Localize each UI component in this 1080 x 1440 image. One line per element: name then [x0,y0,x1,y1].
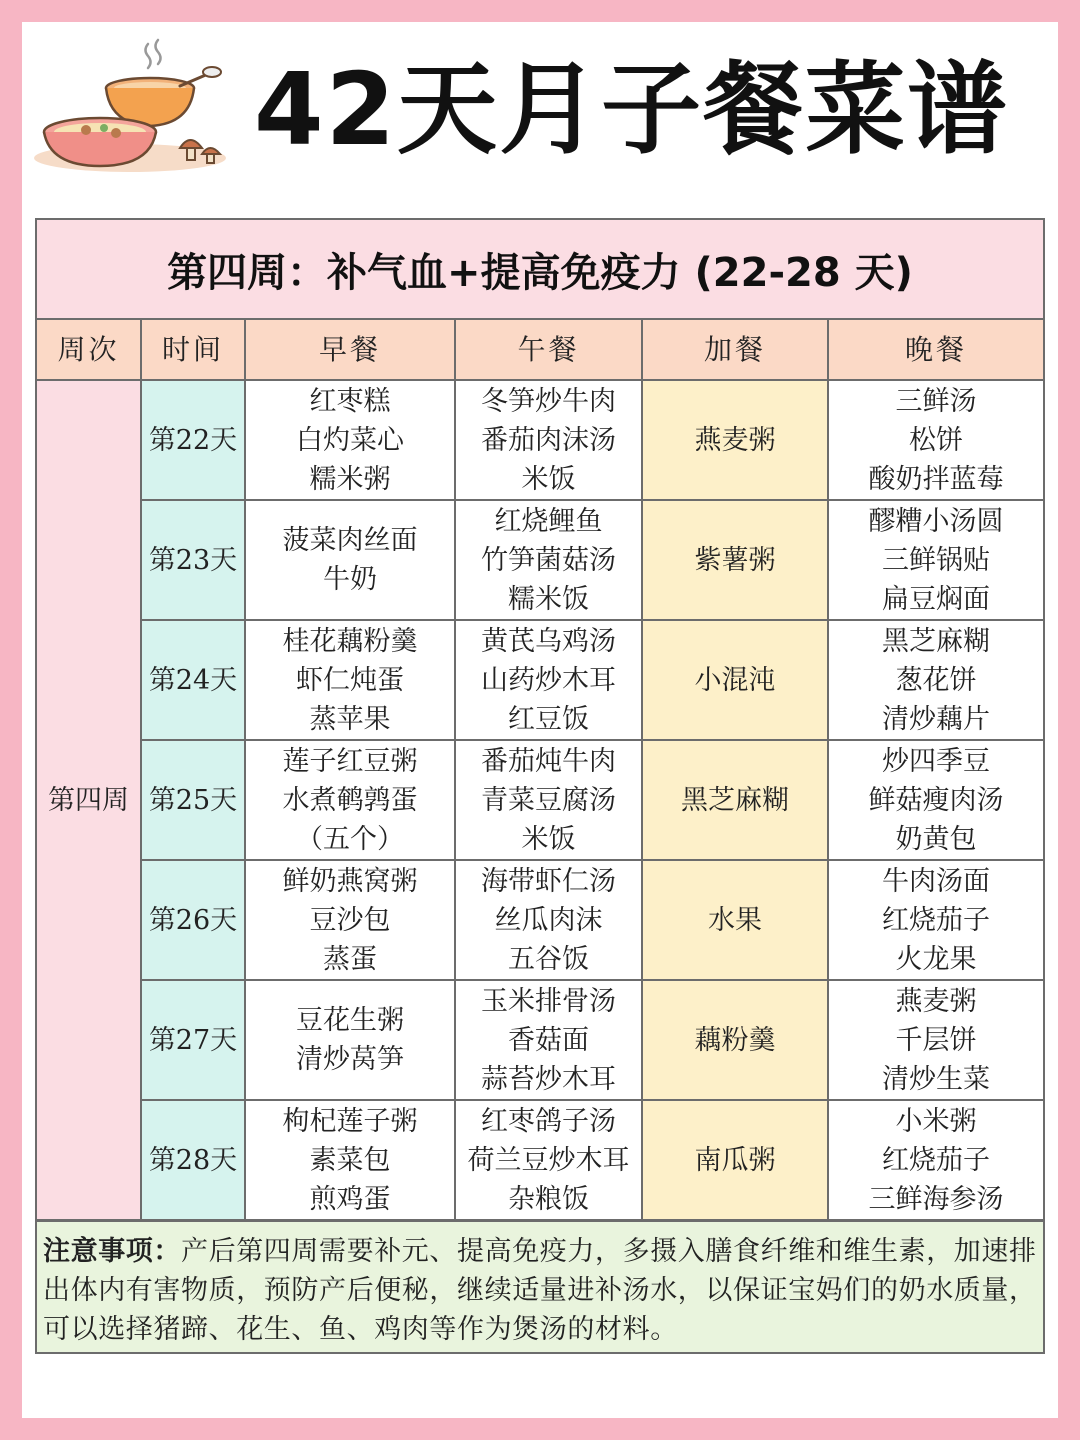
dish-item: 玉米排骨汤 [481,985,616,1017]
dish-item: 素菜包 [309,1144,391,1176]
dish-item: 青菜豆腐汤 [481,784,616,816]
dish-item: 山药炒木耳 [481,664,616,696]
table-row [37,980,1043,1100]
lunch-cell [455,980,642,1100]
notes-box [37,1220,1043,1352]
dish-item: 竹笋菌菇汤 [481,544,616,576]
header [22,22,1058,222]
dish-item: 海带虾仁汤 [481,865,616,897]
dish-item: 水果 [708,904,762,936]
week-label-cell: 第四周 [37,380,141,1220]
dish-item: 蒜苔炒木耳 [481,1063,616,1095]
dish-item: 米饭 [521,823,576,855]
header-lunch: 午餐 [455,320,642,380]
dish-item: 小米粥 [895,1105,977,1137]
snack-cell [642,380,828,500]
day-cell: 第24天 [141,620,245,740]
dish-item: 千层饼 [895,1024,977,1056]
day-cell: 第28天 [141,1100,245,1220]
snack-cell [642,1100,828,1220]
lunch-cell [455,740,642,860]
dish-item: 三鲜锅贴 [882,544,990,576]
dish-item: 三鲜海参汤 [868,1183,1004,1215]
dinner-cell [828,620,1043,740]
breakfast-cell [245,380,455,500]
dish-item: 莲子红豆粥 [282,745,418,777]
table-row [37,740,1043,860]
table-row [37,620,1043,740]
dish-item: 煎鸡蛋 [309,1183,391,1215]
dinner-cell [828,860,1043,980]
dinner-cell [828,980,1043,1100]
table-header-row [37,320,1043,380]
dish-item: 白灼菜心 [296,424,404,456]
dish-item: 燕麦粥 [895,985,977,1017]
notes-text: 产后第四周需要补元、提高免疫力，多摄入膳食纤维和维生素，加速排出体内有害物质，预防产后便秘，继续适量进补汤水，以保证宝妈们的奶水质量，可以选择猪蹄、花生、鱼、鸡肉等作为煲汤的材料。 [43,1236,1037,1345]
lunch-cell [455,1100,642,1220]
dish-item: 葱花饼 [895,664,977,696]
lunch-cell [455,860,642,980]
table-row [37,860,1043,980]
day-cell: 第26天 [141,860,245,980]
dish-item: 紫薯粥 [694,544,776,576]
breakfast-cell [245,620,455,740]
breakfast-cell [245,500,455,620]
dish-item: 蒸蛋 [323,943,377,975]
dish-item: （五个） [296,823,404,855]
dish-item: 清炒莴笋 [296,1044,404,1075]
dinner-cell [828,380,1043,500]
header-breakfast: 早餐 [245,320,455,380]
dish-item: 鲜奶燕窝粥 [282,865,418,897]
dinner-cell [828,1100,1043,1220]
dish-item: 清炒生菜 [882,1063,990,1095]
dish-item: 冬笋炒牛肉 [481,385,616,417]
table-row [37,380,1043,500]
dish-item: 水煮鹌鹑蛋 [282,784,418,816]
dish-item: 红烧茄子 [882,904,990,936]
dish-item: 蒸苹果 [309,703,391,735]
dish-item: 糯米粥 [309,463,391,495]
dish-item: 扁豆焖面 [882,583,990,615]
dinner-cell [828,740,1043,860]
breakfast-cell [245,1100,455,1220]
snack-cell [642,620,828,740]
dish-item: 红烧鲤鱼 [494,505,603,537]
notes-label: 注意事项： [43,1236,181,1267]
dish-item: 红烧茄子 [882,1144,990,1176]
breakfast-cell [245,860,455,980]
page-title: 42天月子餐菜谱 [254,51,1010,168]
day-cell: 第25天 [141,740,245,860]
dish-item: 荷兰豆炒木耳 [467,1144,630,1176]
dish-item: 小混沌 [694,664,776,696]
dish-item: 番茄炖牛肉 [481,745,616,777]
dish-item: 奶黄包 [895,823,977,855]
dish-item: 丝瓜肉沫 [494,904,603,936]
page [22,22,1058,1418]
dish-item: 酸奶拌蓝莓 [868,463,1004,495]
header-dinner: 晚餐 [828,320,1043,380]
table-row [37,500,1043,620]
dish-item: 豆花生粥 [296,1005,404,1036]
dish-item: 虾仁炖蛋 [296,664,404,696]
dinner-cell [828,500,1043,620]
dish-item: 牛肉汤面 [882,865,990,897]
soup-bowl-icon [30,36,230,176]
dish-item: 番茄肉沫汤 [481,424,616,456]
dish-item: 松饼 [909,424,963,456]
snack-cell [642,500,828,620]
dish-item: 南瓜粥 [694,1144,776,1176]
dish-item: 五谷饭 [508,943,589,975]
breakfast-cell [245,980,455,1100]
dish-item: 藕粉羹 [694,1024,776,1056]
dish-item: 燕麦粥 [694,424,776,456]
dish-item: 桂花藕粉羹 [282,625,418,657]
dish-item: 黑芝麻糊 [882,625,990,657]
dish-item: 红枣鸽子汤 [481,1105,616,1137]
day-cell: 第27天 [141,980,245,1100]
snack-cell [642,740,828,860]
snack-cell [642,980,828,1100]
menu-sheet [35,218,1045,1354]
day-cell: 第22天 [141,380,245,500]
dish-item: 豆沙包 [309,904,391,936]
dish-item: 杂粮饭 [508,1183,589,1215]
header-week: 周次 [37,320,141,380]
lunch-cell [455,500,642,620]
dish-item: 醪糟小汤圆 [868,505,1004,537]
dish-item: 火龙果 [895,943,977,975]
dish-item: 米饭 [521,463,576,495]
lunch-cell [455,380,642,500]
header-time: 时间 [141,320,245,380]
menu-table [37,320,1043,1221]
dish-item: 黄芪乌鸡汤 [481,625,616,657]
dish-item: 枸杞莲子粥 [282,1105,418,1137]
dish-item: 菠菜肉丝面 [282,525,418,556]
lunch-cell [455,620,642,740]
day-cell: 第23天 [141,500,245,620]
dish-item: 黑芝麻糊 [681,784,789,816]
week-banner: 第四周：补气血+提高免疫力 (22-28 天) [37,220,1043,320]
dish-item: 鲜菇瘦肉汤 [868,784,1004,816]
dish-item: 红豆饭 [508,703,589,735]
breakfast-cell [245,740,455,860]
dish-item: 糯米饭 [508,583,589,615]
dish-item: 炒四季豆 [882,745,990,777]
table-row [37,1100,1043,1220]
dish-item: 三鲜汤 [895,385,977,417]
dish-item: 牛奶 [323,564,377,595]
dish-item: 红枣糕 [309,385,391,417]
snack-cell [642,860,828,980]
header-snack: 加餐 [642,320,828,380]
dish-item: 清炒藕片 [882,703,990,735]
dish-item: 香菇面 [508,1024,589,1056]
